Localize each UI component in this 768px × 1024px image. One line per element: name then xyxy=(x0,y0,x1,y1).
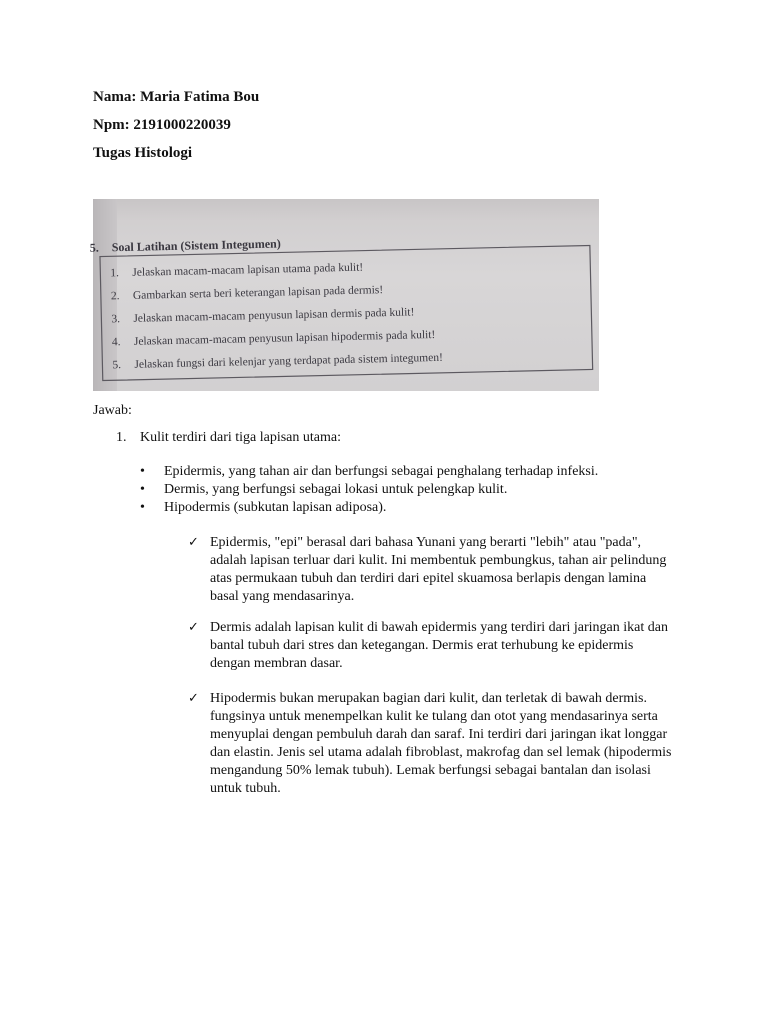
photo-q4-text: Jelaskan macam-macam penyusun lapisan hipodermis pada kulit! xyxy=(133,328,436,348)
detail-hipodermis-text: Hipodermis bukan merupakan bagian dari kulit, dan terletak di bawah dermis. fungsinya untuk menempelkan kulit ke tulang dan otot yang mendasarinya serta menyuplai dengan pembuluh darah dan saraf. Ini terdiri dari jaringan ikat longgar dan elastin. Jenis sel utama adalah fibroblast, makrofag dan sel lemak (hipodermis mengandung 50% lemak tubuh). Lemak berfungsi sebagai bantalan dan isolasi untuk tubuh. xyxy=(210,691,672,796)
exercise-photo-svg xyxy=(89,199,599,391)
photo-q2-text: Gambarkan serta beri keterangan lapisan pada dermis! xyxy=(132,284,384,302)
answer-label: Jawab: xyxy=(93,403,132,418)
photo-q1-text: Jelaskan macam-macam lapisan utama pada kulit! xyxy=(132,261,364,279)
assignment-title: Tugas Histologi xyxy=(93,145,193,161)
detail-epidermis-text: Epidermis, "epi" berasal dari bahasa Yunani yang berarti "lebih" atau "pada", adalah lapisan terluar dari kulit. Ini membentuk pembungkus, tahan air pelindung atas permukaan tubuh dan terdiri dari epitel skuamosa berlapis dengan lamina basal yang mendasarinya. xyxy=(210,535,667,604)
photo-title: Soal Latihan (Sistem Integumen) xyxy=(111,236,281,255)
detail-dermis-text: Dermis adalah lapisan kulit di bawah epidermis yang terdiri dari jaringan ikat dan bantal tubuh dari stres dan ketegangan. Dermis erat terhubung ke epidermis dengan membran dasar. xyxy=(210,620,668,671)
checkmark-icon: ✓ xyxy=(188,535,199,550)
photo-q3-text: Jelaskan macam-macam penyusun lapisan dermis pada kulit! xyxy=(133,306,415,325)
answer-item-1-number: 1. xyxy=(116,430,127,445)
bullet-text: Epidermis, yang tahan air dan berfungsi sebagai penghalang terhadap infeksi. xyxy=(164,464,599,479)
student-name: Nama: Maria Fatima Bou xyxy=(93,89,260,105)
photo-q4-num: 4. xyxy=(111,336,121,349)
photo-q5-text: Jelaskan fungsi dari kelenjar yang terdapat pada sistem integumen! xyxy=(134,351,443,371)
photo-q5-num: 5. xyxy=(112,359,122,372)
exercise-photo xyxy=(89,199,599,391)
photo-section-prefix: 5. xyxy=(89,240,99,255)
bullet-icon: • xyxy=(140,500,145,515)
checkmark-icon: ✓ xyxy=(188,691,199,706)
bullet-icon: • xyxy=(140,464,145,479)
photo-q1-num: 1. xyxy=(110,267,120,280)
bullet-text: Hipodermis (subkutan lapisan adiposa). xyxy=(164,500,387,515)
photo-q2-num: 2. xyxy=(110,290,120,303)
answer-item-1-text: Kulit terdiri dari tiga lapisan utama: xyxy=(140,430,341,445)
bullet-icon: • xyxy=(140,482,145,497)
student-npm: Npm: 2191000220039 xyxy=(93,117,231,133)
checkmark-icon: ✓ xyxy=(188,620,199,635)
bullet-text: Dermis, yang berfungsi sebagai lokasi untuk pelengkap kulit. xyxy=(164,482,508,497)
photo-q3-num: 3. xyxy=(111,313,121,326)
